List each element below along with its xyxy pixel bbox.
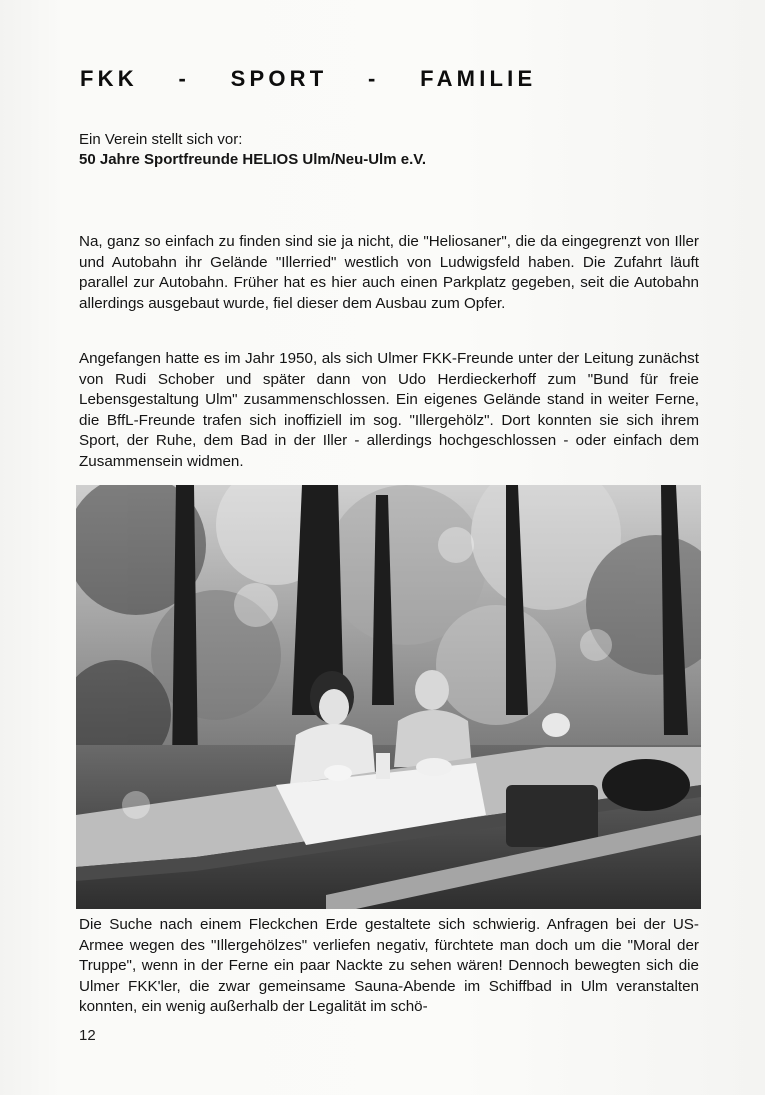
- paragraph-3: Die Suche nach einem Fleckchen Erde gestaltete sich schwierig. Anfragen bei der US-Armee wegen des "Illergehölzes" verliefen negativ, fürchtete man doch um die "Moral der Truppe", wenn in der Ferne ein paar Nackte zu sehen wären! Dennoch bewegten sich die Ulmer FKK'ler, die zwar gemeinsame Sauna-Abende im Schiffbad in Ulm veranstalten konnten, ein wenig außerhalb der Legalität im schö-: [79, 916, 699, 1016]
- photo-forest-picnic: [76, 485, 701, 909]
- paragraph-2: Angefangen hatte es im Jahr 1950, als sich Ulmer FKK-Freunde unter der Leitung zunächst von Rudi Schober und später dann von Udo Herdieckerhoff zum "Bund für freie Lebensgestaltung Ulm" zusammenschlossen. Ein eigenes Gelände stand in weiter Ferne, die BffL-Freunde trafen sich inoffiziell im sog. "Illergehölz". Dort konnten sie sich ihrem Sport, der Ruhe, dem Bad in der Iller - allerdings hochgeschlossen - oder einfach dem Zusammensein widmen.: [79, 350, 699, 470]
- page-title: FKK - SPORT - FAMILIE: [80, 66, 537, 91]
- paragraph-1: Na, ganz so einfach zu finden sind sie ja nicht, die "Heliosaner", die da eingegrenzt von Iller und Autobahn ihr Gelände "Illerried" westlich von Ludwigsfeld haben. Die Zufahrt läuft parallel zur Autobahn. Früher hat es hier auch einen Parkplatz gegeben, seit die Autobahn allerdings ausgebaut wurde, fiel dieser dem Ausbau zum Opfer.: [79, 233, 699, 312]
- intro-line: Ein Verein stellt sich vor:: [79, 131, 243, 148]
- intro-block: [79, 130, 426, 170]
- club-subtitle: 50 Jahre Sportfreunde HELIOS Ulm/Neu-Ulm e.V.: [79, 151, 427, 168]
- page-number: 12: [79, 1027, 96, 1044]
